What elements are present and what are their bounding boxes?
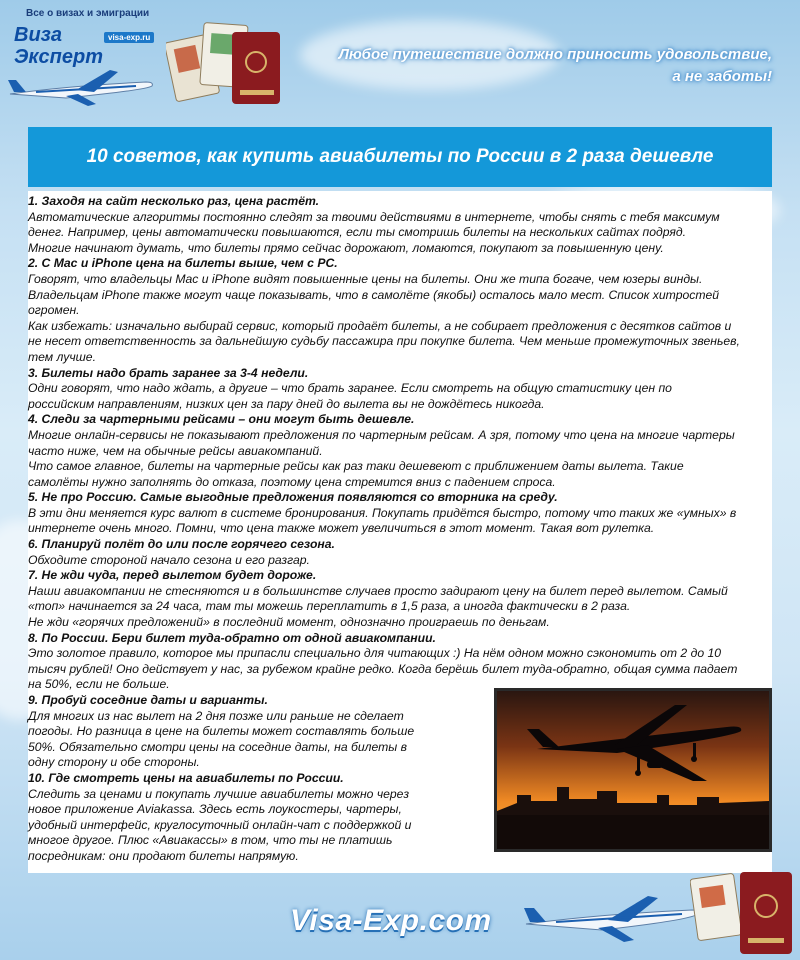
article-line: самолёты нужно заполнять до отказа, поэтому цена стремится вниз с падением спроса.	[28, 474, 556, 489]
article-line: российским направлениям, низких цен за пару дней до вылета вы не дождётесь никогда.	[28, 396, 545, 411]
site-header	[0, 0, 800, 112]
article-line: Не жди «горячих предложений» в последний момент, однозначно проиграешь по деньгам.	[28, 615, 550, 630]
article-line: Наши авиакомпании не стесняются и в большинстве случаев просто задирают цену на билет перед вылетом. Самый	[28, 583, 728, 598]
logo-url: visa-exp.ru	[104, 32, 154, 43]
article-line: одну сторону и обе стороны.	[28, 755, 200, 770]
article-line: Для многих из нас вылет на 2 дня позже или раньше не сделает	[28, 708, 404, 723]
logo-word-1: Виза	[14, 24, 62, 46]
article-panel	[28, 191, 772, 873]
article-line: Многие начинают думать, что билеты прямо сейчас дорожают, ломаются, покупают за повышенную цену.	[28, 240, 664, 255]
article-line: на 50%, если не больше.	[28, 677, 170, 692]
article-line: денег. Например, цены автоматически повышаются, если ты смотришь билеты на нескольких сайтах подряд.	[28, 225, 686, 240]
tip-heading: 1. Заходя на сайт несколько раз, цена растёт.	[28, 194, 320, 208]
article-line: не несет ответственность за дальнейшую судьбу пассажира при покупке билета. Чем меньше промежуточных звеньев,	[28, 334, 740, 349]
airplane-sunset-image	[497, 691, 769, 849]
article-line: Автоматические алгоритмы постоянно следят за твоими действиями в интернете, чтобы снять с тебя максимум	[28, 209, 720, 224]
article-line: посредникам: они продают билеты напрямую.	[28, 848, 299, 863]
article-line: «топ» начинается за 24 часа, там ты можешь переплатить в 1,5 раза, а иногда фактически в 2 раза.	[28, 599, 631, 614]
tip-heading: 4. Следи за чартерными рейсами – они могут быть дешевле.	[28, 412, 415, 427]
airplane-icon	[6, 64, 156, 108]
passport-icon	[166, 18, 286, 110]
passport-icon	[690, 862, 798, 958]
tip-heading: 8. По России. Бери билет туда-обратно от одной авиакомпании.	[28, 630, 436, 645]
tip-heading: 7. Не жди чуда, перед вылетом будет дороже.	[28, 568, 317, 583]
logo-word-2: Эксперт	[14, 46, 103, 68]
article-line: удобный интерфейс, круглосуточный онлайн-чат с поддержкой и	[28, 817, 412, 832]
article-line: интернете очень много. Помни, что цена также может увеличиться в этот момент. Такая вот рулетка.	[28, 521, 655, 536]
article-line: тысяч рублей! Оно действует у нас, за рубежом крайне редко. Когда берёшь билет туда-обратно, общая сумма падает	[28, 661, 738, 676]
article-line: огромен.	[28, 303, 80, 318]
airplane-icon	[522, 890, 702, 946]
tip-heading: 10. Где смотреть цены на авиабилеты по России.	[28, 770, 344, 785]
slogan-line-2: а не заботы!	[672, 68, 772, 85]
page-title: 10 советов, как купить авиабилеты по России в 2 раза дешевле	[86, 146, 714, 167]
slogan-line-1: Любое путешествие должно приносить удовольствие,	[338, 46, 772, 63]
airplane-sunset-photo	[494, 688, 772, 852]
article-line: Следить за ценами и покупать лучшие авиабилеты можно через	[28, 786, 409, 801]
tip-heading: 6. Планируй полёт до или после горячего сезона.	[28, 537, 335, 552]
article-line: Это золотое правило, которое мы припасли специально для читающих :) На нём одном можно сэкономить от 2 до 10	[28, 646, 722, 661]
tip-heading: 2. С Mac и iPhone цена на билеты выше, чем с PC.	[28, 256, 338, 271]
tip-heading: 9. Пробуй соседние даты и варианты.	[28, 693, 268, 707]
slogan	[339, 44, 772, 88]
article-line: Многие онлайн-сервисы не показывают предложения по чартерным рейсам. А зря, потому что цена на многие чартеры	[28, 427, 735, 442]
article-line: новое приложение Aviakassa. Здесь есть лоукостеры, чартеры,	[28, 802, 402, 817]
tip-heading: 3. Билеты надо брать заранее за 3-4 недели.	[28, 365, 309, 380]
footer-site-name[interactable]: Visa-Exp.com	[290, 904, 492, 937]
article-line: 50%. Обязательно смотри цены на соседние даты, на билеты в	[28, 739, 408, 754]
article-line: погоды. Но разница в цене на билеты может составлять больше	[28, 724, 415, 739]
site-tagline: Все о визах и эмиграции	[26, 8, 150, 19]
article-line: тем лучше.	[28, 349, 96, 364]
article-line: Как избежать: изначально выбирай сервис, который продаёт билеты, а не собирает предложения с десятков сайтов и	[28, 318, 732, 333]
article-line: Обходите стороной начало сезона и его разгар.	[28, 552, 310, 567]
article-line: Владельцам iPhone также могут чаще показывать, что в самолёте (якобы) осталось мало мест. Список хитростей	[28, 287, 720, 302]
article-line: часто ниже, чем на обычные рейсы авиакомпаний.	[28, 443, 323, 458]
site-footer	[0, 876, 800, 960]
tip-heading: 5. Не про Россию. Самые выгодные предложения появляются со вторника на среду.	[28, 490, 558, 505]
article-line: Одни говорят, что надо ждать, а другие – что брать заранее. Если смотреть на общую статистику цен по	[28, 381, 672, 396]
article-line: В эти дни меняется курс валют в системе бронирования. Покупать придётся быстро, потому что таких же «умных» в	[28, 505, 737, 520]
article-line: Что самое главное, билеты на чартерные рейсы как раз таки дешевеют с приближением даты вылета. Такие	[28, 459, 684, 474]
title-banner	[28, 127, 772, 187]
article-line: многое другое. Плюс «Авиакассы» в том, что ты не платишь	[28, 833, 393, 848]
article-line: Говорят, что владельцы Mac и iPhone видят повышенные цены на билеты. Они же типа богаче, чем юзеры винды.	[28, 271, 703, 286]
